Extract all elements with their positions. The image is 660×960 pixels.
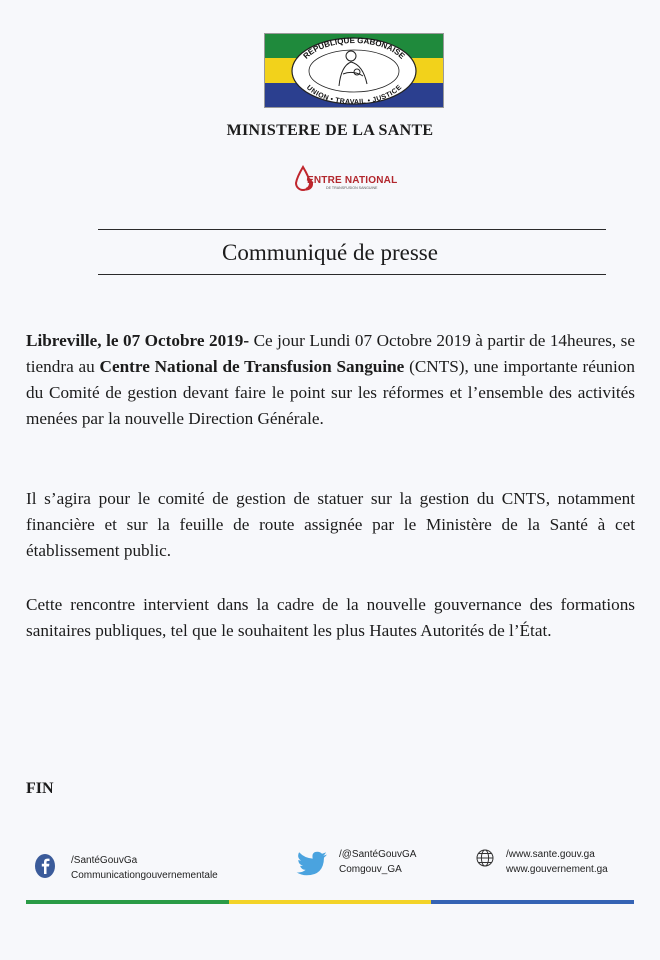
gabon-flag-emblem — [264, 33, 444, 108]
press-release-title: Communiqué de presse — [222, 240, 438, 265]
cnts-logo-subtitle: DE TRANSFUSION SANGUINE — [326, 186, 378, 190]
twitter-handle: /@SantéGouvGA — [339, 849, 417, 860]
gouvernement-website: www.gouvernement.ga — [506, 864, 608, 875]
globe-icon — [476, 849, 494, 867]
paragraph-1: Libreville, le 07 Octobre 2019- Ce jour Lundi 07 Octobre 2019 à partir de 14heures, se tiendra au Centre National de Transfusion Sanguine (CNTS), une importante réunion du Comité de gestion devant faire le point sur les réformes et l’ensemble des activités menées par la nouvelle Direction Générale. — [26, 331, 635, 428]
title-top-rule — [98, 229, 606, 230]
title-bottom-rule — [98, 274, 606, 275]
twitter-account: Comgouv_GA — [339, 864, 402, 875]
facebook-handle: /SantéGouvGa — [71, 855, 138, 866]
coat-of-arms-seal — [265, 34, 443, 107]
strip-green — [26, 900, 229, 904]
dateline: Libreville, le 07 Octobre 2019- — [26, 331, 250, 350]
cnts-logo — [293, 165, 398, 197]
ministry-title: MINISTERE DE LA SANTE — [226, 122, 434, 139]
flag-color-strip — [26, 900, 634, 904]
emblem-top-text: RÉPUBLIQUE GABONAISE — [301, 35, 407, 61]
cnts-logo-name: ENTRE NATIONAL — [307, 175, 398, 186]
paragraph-3: Cette rencontre intervient dans la cadre de la nouvelle gouvernance des formations sanitaires publiques, tel que le souhaitent les plus Hautes Autorités de l’État. — [26, 595, 635, 640]
paragraph-2: Il s’agira pour le comité de gestion de statuer sur la gestion du CNTS, notamment financière et sur la feuille de route assignée par le Ministère de la Santé à cet établissement public. — [26, 489, 635, 560]
twitter-icon — [296, 851, 328, 877]
strip-blue — [431, 900, 634, 904]
strip-yellow — [229, 900, 432, 904]
fin-label: FIN — [26, 780, 54, 797]
emblem-bottom-text: UNION • TRAVAIL • JUSTICE — [304, 84, 404, 106]
sante-website: /www.sante.gouv.ga — [506, 849, 595, 860]
cnts-name: Centre National de Transfusion Sanguine — [99, 357, 405, 376]
facebook-page-name: Communicationgouvernementale — [71, 870, 218, 881]
facebook-icon — [34, 853, 56, 879]
